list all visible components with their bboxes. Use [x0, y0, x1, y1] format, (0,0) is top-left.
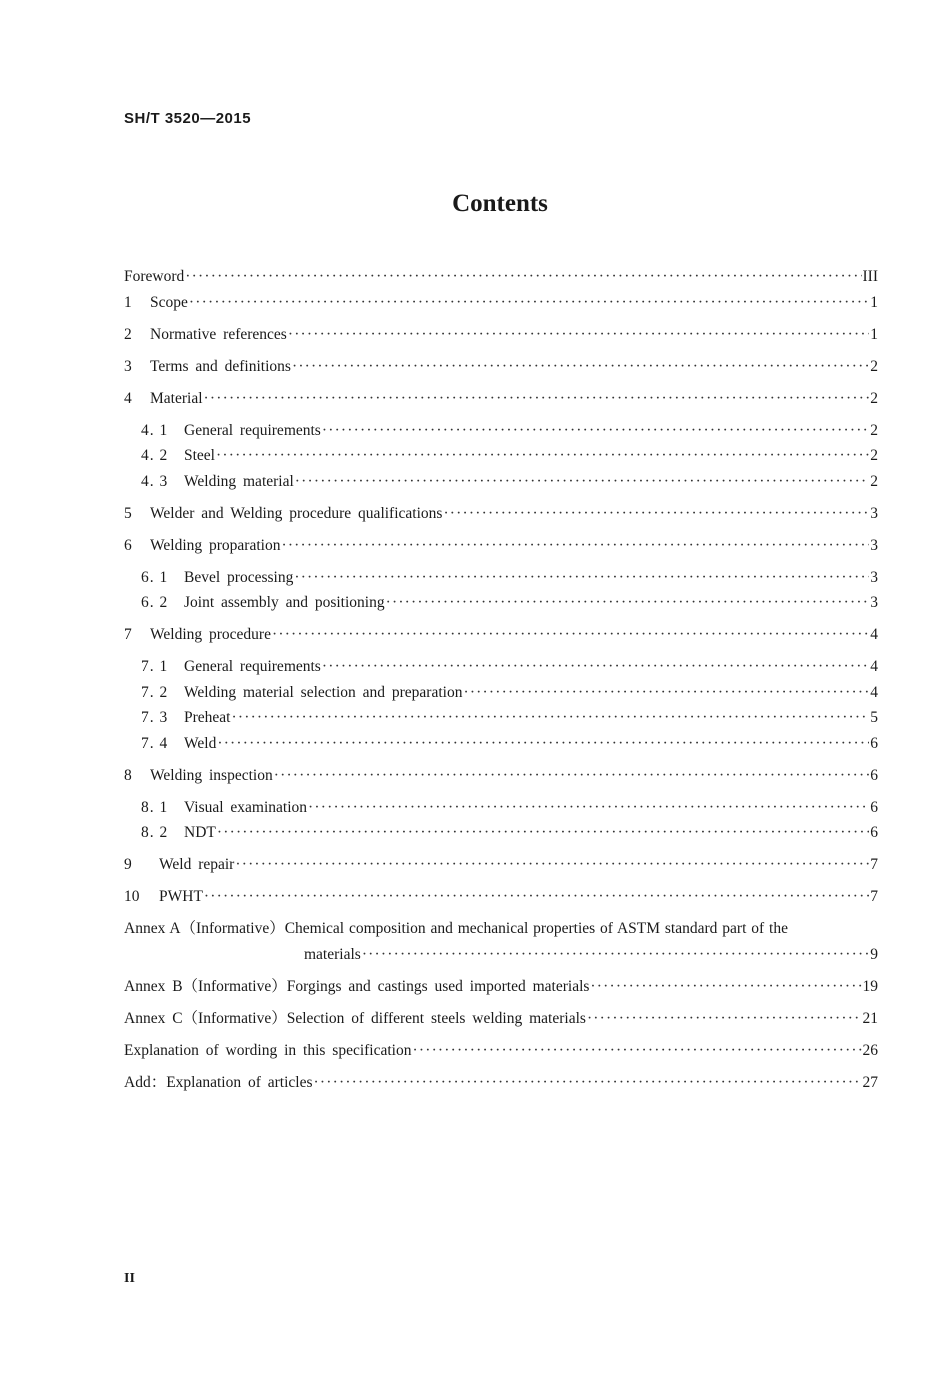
toc-page: 1: [870, 325, 878, 343]
toc-leader: [231, 705, 869, 731]
toc-label: Normative references: [150, 325, 287, 343]
toc-label-continuation: [124, 942, 878, 968]
toc-label: Welding inspection: [150, 766, 273, 784]
toc-number: 10: [124, 888, 140, 905]
toc-leader: [308, 795, 869, 821]
toc-number: 3: [124, 357, 132, 375]
toc-label: Visual examination: [184, 798, 308, 816]
toc-leader: [322, 418, 869, 444]
toc-leader: [185, 264, 861, 290]
toc-label: Welder and Welding procedure qualifications: [150, 504, 443, 522]
toc-leader: [189, 290, 869, 316]
toc-label: Add：Explanation of articles: [124, 1073, 313, 1091]
toc-entry-8-2[interactable]: [124, 820, 878, 846]
toc-leader: [217, 731, 869, 757]
toc-number: 7. 3: [141, 709, 169, 726]
toc-entry-4-1[interactable]: [124, 418, 878, 444]
toc-entry-foreword[interactable]: [124, 264, 878, 290]
document-code: SH/T 3520—2015: [124, 110, 252, 127]
toc-number: 8. 1: [141, 798, 169, 816]
toc-entry-1[interactable]: [124, 290, 878, 316]
toc-leader: [204, 884, 869, 910]
toc-entry-8-1[interactable]: [124, 795, 878, 821]
toc-page: 4: [870, 683, 878, 701]
toc-leader: [216, 443, 869, 469]
toc-number: 7: [124, 626, 132, 643]
toc-entry-annex-a[interactable]: [124, 916, 878, 967]
toc-number: 6. 1: [141, 568, 169, 586]
toc-page: 6: [870, 734, 878, 752]
toc-leader: [235, 852, 869, 878]
toc-label: Preheat: [184, 709, 231, 726]
toc-entry-4[interactable]: [124, 386, 878, 412]
toc-label: Steel: [184, 447, 215, 464]
toc-number: 8. 2: [141, 824, 169, 841]
toc-number: 6. 2: [141, 594, 169, 611]
toc-entry-annex-b[interactable]: [124, 974, 878, 1000]
toc-label: PWHT: [159, 888, 203, 905]
toc-leader: [463, 680, 869, 706]
toc-entry-explanation[interactable]: [124, 1038, 878, 1064]
toc-entry-4-3[interactable]: [124, 469, 878, 495]
toc-leader: [292, 354, 869, 380]
toc-entry-6-1[interactable]: [124, 565, 878, 591]
toc-label: Weld: [184, 734, 217, 752]
toc-page: 1: [870, 293, 878, 311]
toc-label: General requirements: [184, 421, 321, 439]
toc-label: Welding procedure: [150, 626, 271, 643]
toc-entry-3[interactable]: [124, 354, 878, 380]
toc-page: 6: [870, 766, 878, 784]
toc-page: 7: [870, 856, 878, 873]
toc-entry-6[interactable]: [124, 533, 878, 559]
toc-page: 3: [870, 594, 878, 611]
toc-leader: [272, 622, 869, 648]
toc-label: Explanation of wording in this specification: [124, 1041, 412, 1059]
toc-leader: [204, 386, 870, 412]
toc-leader: [587, 1006, 862, 1032]
toc-entry-9[interactable]: [124, 852, 878, 878]
toc-entry-7-3[interactable]: [124, 705, 878, 731]
toc-page: 2: [870, 447, 878, 464]
toc-entry-annex-c[interactable]: [124, 1006, 878, 1032]
toc-label: Joint assembly and positioning: [184, 594, 385, 611]
toc-page: 6: [870, 798, 878, 816]
toc-number: 4: [124, 389, 132, 407]
toc-leader: [294, 565, 869, 591]
toc-page: 3: [870, 504, 878, 522]
toc-leader: [590, 974, 861, 1000]
toc-leader: [295, 469, 869, 495]
toc-label: Weld repair: [159, 856, 235, 873]
toc-number: 2: [124, 325, 132, 343]
toc-number: 4. 3: [141, 472, 169, 490]
toc-number: 4. 2: [141, 447, 169, 464]
toc-page: 6: [870, 824, 878, 841]
toc-page: III: [862, 268, 878, 285]
toc-label: Bevel processing: [184, 568, 294, 586]
toc-page: 2: [870, 472, 878, 490]
page-title: Contents: [452, 190, 548, 217]
toc-leader: [322, 654, 869, 680]
toc-label: Welding material selection and preparation: [184, 683, 463, 701]
toc-entry-7-4[interactable]: [124, 731, 878, 757]
page-number: II: [124, 1271, 135, 1286]
toc-number: 4. 1: [141, 421, 169, 439]
toc-label: Scope: [150, 293, 188, 311]
toc-label: Foreword: [124, 268, 185, 285]
toc-entry-7-1[interactable]: [124, 654, 878, 680]
toc-label: Welding material: [184, 472, 294, 490]
toc-label: Annex A（Informative）Chemical composition and mechanical properties of ASTM standard part of the: [124, 920, 788, 937]
toc-entry-10[interactable]: [124, 884, 878, 910]
toc-page: 7: [870, 888, 878, 905]
toc-leader: [443, 501, 869, 527]
toc-page: 2: [870, 421, 878, 439]
toc-entry-2[interactable]: [124, 322, 878, 348]
toc-label: materials: [304, 945, 361, 963]
toc-label: Terms and definitions: [150, 357, 291, 375]
toc-number: 8: [124, 766, 132, 784]
toc-label: Welding proparation: [150, 536, 281, 554]
toc-entry-7[interactable]: [124, 622, 878, 648]
toc-number: 7. 2: [141, 683, 169, 701]
toc-label: NDT: [184, 824, 216, 841]
toc-number: 9: [124, 856, 132, 873]
toc-page: 4: [870, 626, 878, 643]
toc-entry-8[interactable]: [124, 763, 878, 789]
toc-entry-4-2[interactable]: [124, 443, 878, 469]
toc-label: Annex B（Informative）Forgings and castings used imported materials: [124, 977, 590, 995]
toc-label: Annex C（Informative）Selection of different steels welding materials: [124, 1009, 586, 1027]
toc-page: 27: [862, 1073, 878, 1091]
toc-page: 3: [870, 536, 878, 554]
toc-label: General requirements: [184, 658, 321, 675]
toc-label: Material: [150, 389, 203, 407]
toc-number: 6: [124, 536, 132, 554]
toc-leader: [217, 820, 869, 846]
toc-leader: [412, 1038, 861, 1064]
toc-number: 1: [124, 293, 132, 311]
toc-page: 4: [870, 658, 878, 675]
toc-entry-7-2[interactable]: [124, 680, 878, 706]
toc-page: 5: [870, 709, 878, 726]
toc-page: 26: [862, 1041, 878, 1059]
toc-page: 2: [870, 357, 878, 375]
toc-page: 21: [862, 1009, 878, 1027]
toc-leader: [274, 763, 870, 789]
toc-page: 3: [870, 568, 878, 586]
toc-leader: [314, 1070, 862, 1096]
toc-entry-6-2[interactable]: [124, 590, 878, 616]
toc-leader: [362, 942, 869, 968]
toc-number: 5: [124, 504, 132, 522]
toc-number: 7. 4: [141, 734, 169, 752]
toc-leader: [281, 533, 869, 559]
table-of-contents: [124, 264, 878, 1095]
toc-entry-5[interactable]: [124, 501, 878, 527]
toc-page: 2: [870, 389, 878, 407]
toc-leader: [288, 322, 869, 348]
toc-number: 7. 1: [141, 658, 169, 675]
toc-page: 9: [870, 945, 878, 963]
toc-page: 19: [862, 977, 878, 995]
toc-leader: [386, 590, 870, 616]
toc-entry-add[interactable]: [124, 1070, 878, 1096]
